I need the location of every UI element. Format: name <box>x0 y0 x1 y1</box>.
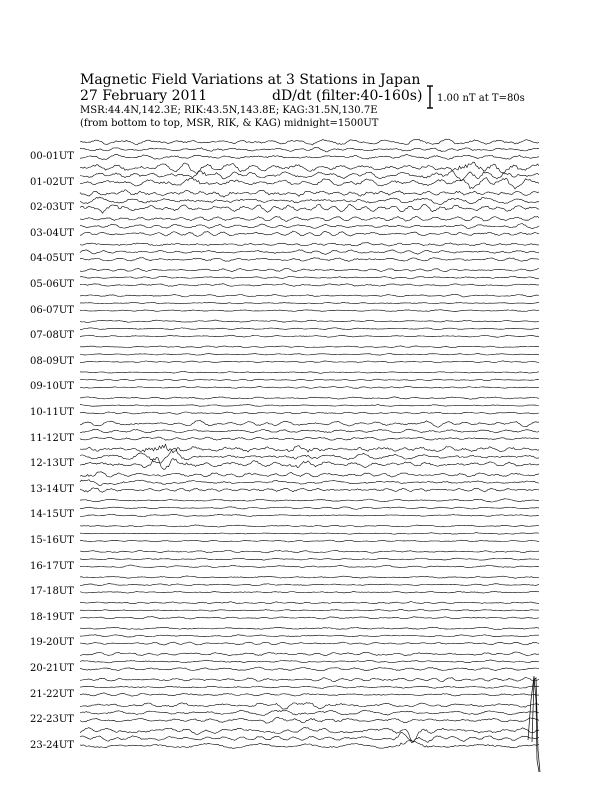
trace-08-09UT-MSR <box>80 361 539 363</box>
trace-22-23UT-RIK <box>80 710 539 715</box>
trace-13-14UT-RIK <box>80 480 539 486</box>
trace-15-16UT-MSR <box>80 540 539 542</box>
scale-bar-label: 1.00 nT at T=80s <box>437 93 525 104</box>
trace-15-16UT-KAG <box>80 525 539 527</box>
trace-17-18UT-MSR <box>80 591 539 593</box>
trace-05-06UT-KAG <box>80 268 539 271</box>
hour-label-01-02UT: 01-02UT <box>30 176 74 188</box>
hour-label-03-04UT: 03-04UT <box>30 227 74 239</box>
trace-21-22UT-KAG <box>80 677 539 681</box>
trace-14-15UT-KAG <box>80 499 539 502</box>
trace-21-22UT-MSR <box>80 693 539 696</box>
trace-20-21UT-MSR <box>80 667 539 671</box>
trace-03-04UT-KAG <box>80 216 539 221</box>
trace-16-17UT-RIK <box>80 558 539 560</box>
hour-label-10-11UT: 10-11UT <box>30 407 74 418</box>
trace-04-05UT-KAG <box>80 242 539 246</box>
hour-label-16-17UT: 16-17UT <box>30 560 74 572</box>
trace-02-03UT-MSR <box>80 204 539 213</box>
trace-01-02UT-RIK <box>80 171 539 181</box>
trace-22-23UT-KAG <box>80 703 539 709</box>
trace-00-01UT-MSR <box>80 154 539 159</box>
hour-label-12-13UT: 12-13UT <box>30 458 74 470</box>
trace-06-07UT-RIK <box>80 302 539 303</box>
hour-label-20-21UT: 20-21UT <box>30 663 74 674</box>
trace-10-11UT-KAG <box>80 397 539 399</box>
trace-13-14UT-KAG <box>80 472 539 477</box>
trace-02-03UT-RIK <box>80 197 539 205</box>
trace-13-14UT-MSR <box>80 488 539 492</box>
trace-10-11UT-RIK <box>80 405 539 407</box>
trace-02-03UT-KAG <box>80 190 539 197</box>
trace-08-09UT-RIK <box>80 354 539 356</box>
trace-03-04UT-MSR <box>80 231 539 236</box>
trace-23-24UT-RIK <box>80 732 539 742</box>
hour-label-14-15UT: 14-15UT <box>30 509 74 521</box>
trace-09-10UT-RIK <box>80 379 539 381</box>
hour-label-17-18UT: 17-18UT <box>30 586 74 598</box>
trace-19-20UT-MSR <box>80 642 539 645</box>
trace-08-09UT-KAG <box>80 346 539 348</box>
trace-19-20UT-RIK <box>80 635 539 637</box>
trace-12-13UT-KAG <box>80 444 539 453</box>
scale-bar <box>427 86 433 108</box>
chart-quantity: dD/dt (filter:40-160s) <box>272 88 423 104</box>
trace-11-12UT-KAG <box>80 420 539 427</box>
hour-label-19-20UT: 19-20UT <box>30 637 74 649</box>
station-list: MSR:44.4N,142.3E; RIK:43.5N,143.8E; KAG:31.5N,130.7E <box>80 105 378 116</box>
trace-23-24UT-KAG <box>80 727 539 741</box>
trace-12-13UT-MSR <box>80 457 539 469</box>
trace-18-19UT-RIK <box>80 609 539 611</box>
trace-14-15UT-RIK <box>80 507 539 509</box>
chart-date: 27 February 2011 <box>80 88 208 104</box>
hour-label-07-08UT: 07-08UT <box>30 330 74 342</box>
trace-20-21UT-KAG <box>80 652 539 656</box>
trace-23-24UT-MSR <box>80 740 539 748</box>
trace-14-15UT-MSR <box>80 514 539 516</box>
trace-17-18UT-RIK <box>80 584 539 586</box>
hour-label-05-06UT: 05-06UT <box>30 279 74 290</box>
trace-09-10UT-MSR <box>80 386 539 388</box>
trace-07-08UT-RIK <box>80 328 539 330</box>
trace-20-21UT-RIK <box>80 660 539 663</box>
trace-21-22UT-RIK <box>80 686 539 689</box>
trace-07-08UT-MSR <box>80 335 539 337</box>
hour-label-08-09UT: 08-09UT <box>30 355 74 367</box>
trace-00-01UT-RIK <box>80 147 539 151</box>
hour-label-04-05UT: 04-05UT <box>30 253 74 265</box>
hour-label-23-24UT: 23-24UT <box>30 739 74 751</box>
trace-05-06UT-RIK <box>80 276 539 278</box>
hour-label-13-14UT: 13-14UT <box>30 483 74 495</box>
trace-04-05UT-RIK <box>80 250 539 255</box>
trace-03-04UT-RIK <box>80 224 539 229</box>
chart-title: Magnetic Field Variations at 3 Stations in Japan <box>80 72 421 88</box>
hour-label-00-01UT: 00-01UT <box>30 151 74 162</box>
trace-19-20UT-KAG <box>80 627 539 629</box>
trace-17-18UT-KAG <box>80 576 539 578</box>
hour-label-21-22UT: 21-22UT <box>30 688 74 700</box>
trace-01-02UT-MSR <box>80 178 539 189</box>
trace-15-16UT-RIK <box>80 533 539 535</box>
trace-18-19UT-MSR <box>80 617 539 619</box>
trace-05-06UT-MSR <box>80 284 539 287</box>
hour-label-06-07UT: 06-07UT <box>30 304 74 316</box>
trace-11-12UT-MSR <box>80 437 539 440</box>
trace-06-07UT-MSR <box>80 310 539 312</box>
trace-18-19UT-KAG <box>80 602 539 604</box>
hour-label-22-23UT: 22-23UT <box>30 714 74 726</box>
trace-10-11UT-MSR <box>80 412 539 414</box>
trace-07-08UT-KAG <box>80 320 539 322</box>
trace-22-23UT-MSR <box>80 717 539 723</box>
spike-line-2 <box>532 678 540 772</box>
trace-04-05UT-MSR <box>80 258 539 262</box>
trace-00-01UT-KAG <box>80 139 539 145</box>
trace-11-12UT-RIK <box>80 429 539 433</box>
spike-trace <box>528 676 540 772</box>
trace-16-17UT-MSR <box>80 565 539 568</box>
trace-16-17UT-KAG <box>80 550 539 553</box>
trace-09-10UT-KAG <box>80 371 539 373</box>
hour-label-11-12UT: 11-12UT <box>30 432 74 444</box>
hour-label-15-16UT: 15-16UT <box>30 535 74 546</box>
trace-group <box>80 139 539 749</box>
hour-label-09-10UT: 09-10UT <box>30 381 74 393</box>
order-note: (from bottom to top, MSR, RIK, & KAG) midnight=1500UT <box>80 118 379 129</box>
hour-label-02-03UT: 02-03UT <box>30 202 74 214</box>
hour-label-18-19UT: 18-19UT <box>30 611 74 623</box>
trace-06-07UT-KAG <box>80 294 539 297</box>
